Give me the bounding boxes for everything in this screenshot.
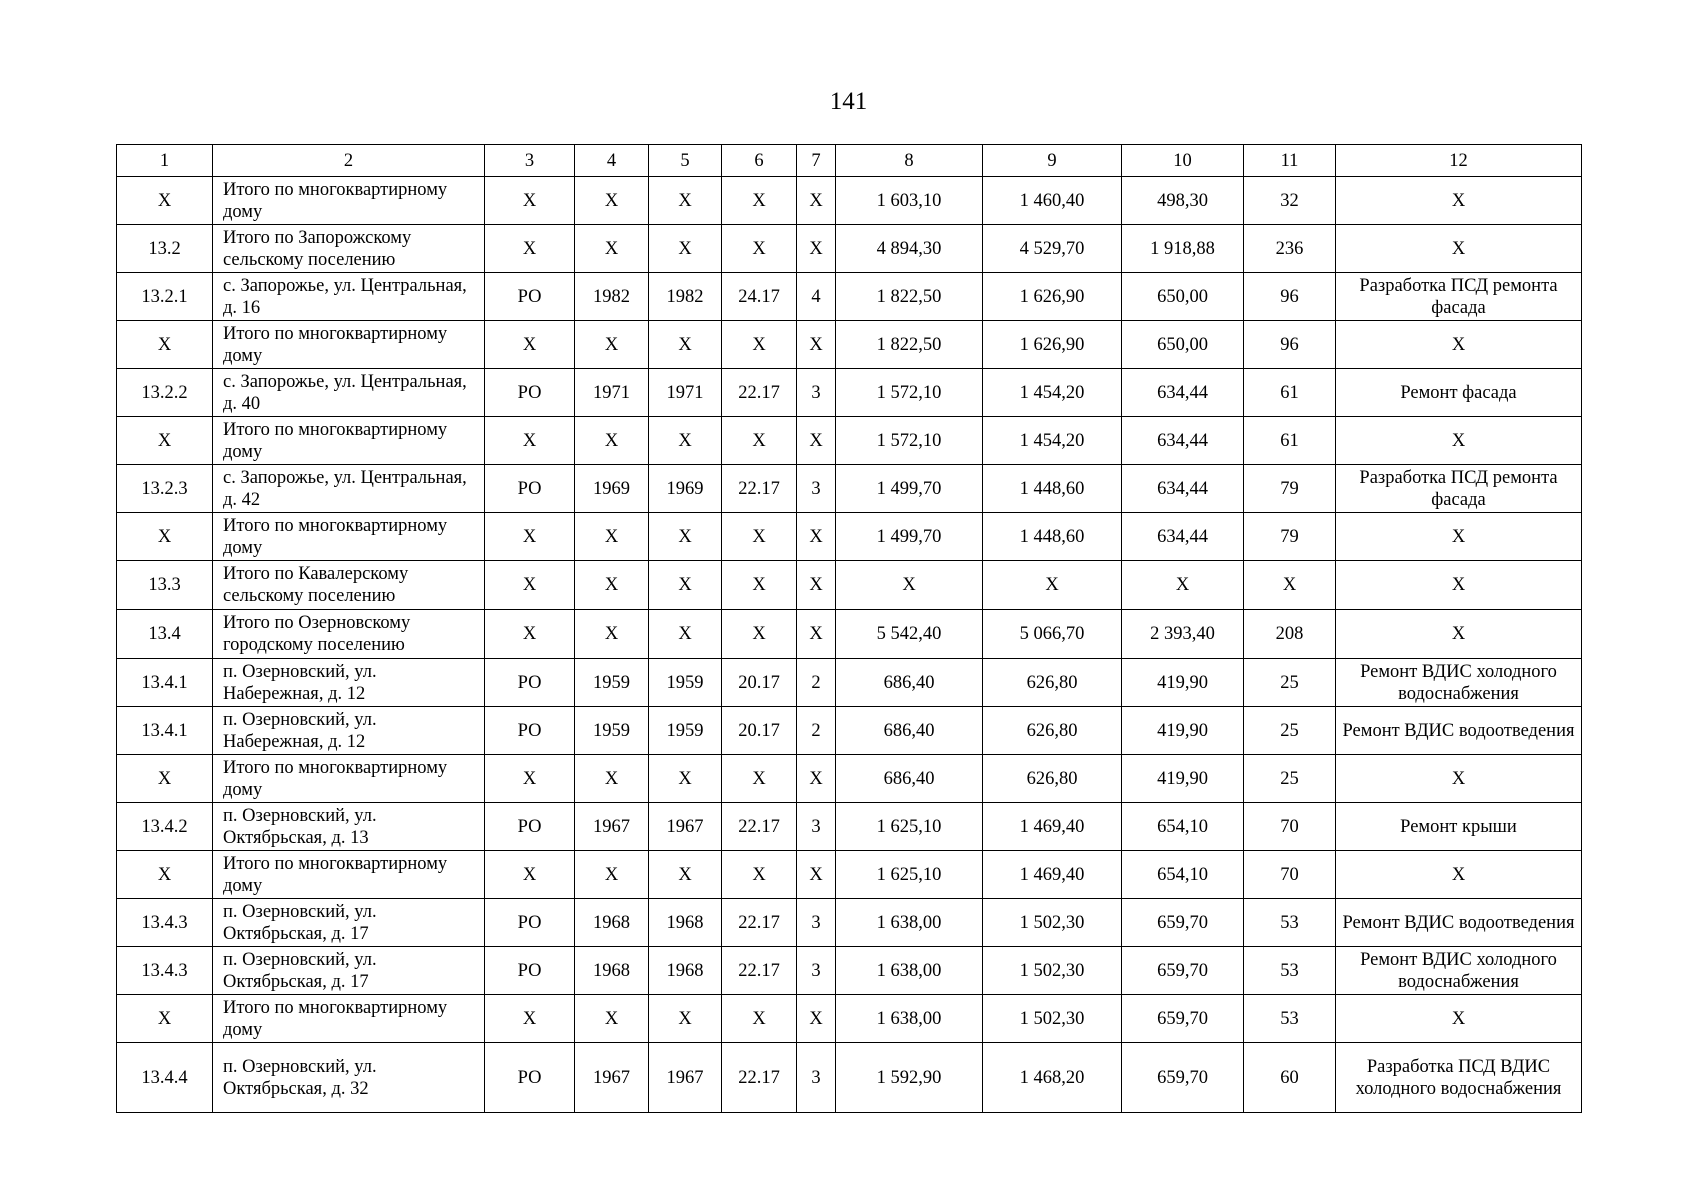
table-cell: Х <box>117 995 213 1043</box>
table-cell: 32 <box>1244 177 1336 225</box>
work-type-cell: Ремонт ВДИС водоотведения <box>1336 707 1582 755</box>
table-cell: 1 822,50 <box>836 321 983 369</box>
table-cell: Х <box>722 417 797 465</box>
table-cell: 13.2.2 <box>117 369 213 417</box>
table-cell: 25 <box>1244 755 1336 803</box>
work-type-cell: Ремонт фасада <box>1336 369 1582 417</box>
table-cell: 1968 <box>649 947 722 995</box>
table-cell: 1 460,40 <box>983 177 1122 225</box>
table-cell: 634,44 <box>1122 465 1244 513</box>
table-cell: Х <box>836 561 983 610</box>
table-cell: 659,70 <box>1122 899 1244 947</box>
table-cell: 419,90 <box>1122 659 1244 707</box>
table-row <box>117 995 1582 1043</box>
table-cell: Х <box>797 995 836 1043</box>
work-type-cell: Х <box>1336 177 1582 225</box>
table-cell: Х <box>575 513 649 561</box>
address-cell: Итого по многоквартирному дому <box>213 321 485 369</box>
address-cell: Итого по Запорожскому сельскому поселению <box>213 225 485 273</box>
address-cell: с. Запорожье, ул. Центральная, д. 16 <box>213 273 485 321</box>
column-header-3: 3 <box>485 145 575 177</box>
table-cell: 2 <box>797 707 836 755</box>
table-cell: Х <box>983 561 1122 610</box>
table-cell: 1 918,88 <box>1122 225 1244 273</box>
table-row <box>117 755 1582 803</box>
table-cell: 2 <box>797 659 836 707</box>
table-cell: 22.17 <box>722 803 797 851</box>
table-cell: РО <box>485 947 575 995</box>
table-cell: Х <box>485 225 575 273</box>
work-type-cell: Х <box>1336 225 1582 273</box>
table-cell: 236 <box>1244 225 1336 273</box>
table-cell: Х <box>575 561 649 610</box>
table-cell: 1 625,10 <box>836 851 983 899</box>
table-cell: 1968 <box>649 899 722 947</box>
table-cell: 654,10 <box>1122 851 1244 899</box>
work-type-cell: Х <box>1336 321 1582 369</box>
table-cell: Х <box>797 610 836 659</box>
table-cell: 22.17 <box>722 899 797 947</box>
table-cell: Х <box>797 851 836 899</box>
table-cell: Х <box>797 513 836 561</box>
address-cell: Итого по многоквартирному дому <box>213 177 485 225</box>
address-cell: с. Запорожье, ул. Центральная, д. 40 <box>213 369 485 417</box>
table-cell: Х <box>575 225 649 273</box>
table-cell: Х <box>797 561 836 610</box>
table-cell: 1 469,40 <box>983 803 1122 851</box>
table-cell: 634,44 <box>1122 369 1244 417</box>
table-row <box>117 561 1582 610</box>
column-header-11: 11 <box>1244 145 1336 177</box>
table-cell: 1969 <box>575 465 649 513</box>
table-cell: 79 <box>1244 465 1336 513</box>
table-row <box>117 707 1582 755</box>
work-type-cell: Ремонт ВДИС холодного водоснабжения <box>1336 659 1582 707</box>
table-cell: Х <box>649 513 722 561</box>
table-cell: 1 502,30 <box>983 899 1122 947</box>
table-cell: 4 894,30 <box>836 225 983 273</box>
table-cell: 22.17 <box>722 369 797 417</box>
table-cell: Х <box>722 225 797 273</box>
table-row <box>117 321 1582 369</box>
address-cell: п. Озерновский, ул. Октябрьская, д. 13 <box>213 803 485 851</box>
table-cell: 13.3 <box>117 561 213 610</box>
table-cell: Х <box>722 755 797 803</box>
table-cell: 1 592,90 <box>836 1043 983 1113</box>
column-header-2: 2 <box>213 145 485 177</box>
work-type-cell: Х <box>1336 755 1582 803</box>
page-number: 141 <box>829 88 868 115</box>
table-cell: Х <box>649 851 722 899</box>
table-cell: 1 638,00 <box>836 947 983 995</box>
table-cell: 1969 <box>649 465 722 513</box>
table-cell: Х <box>575 995 649 1043</box>
table-cell: Х <box>797 321 836 369</box>
table-cell: 1967 <box>575 803 649 851</box>
table-cell: Х <box>117 417 213 465</box>
table-cell: 2 393,40 <box>1122 610 1244 659</box>
table-cell: 1959 <box>649 659 722 707</box>
table-body <box>117 177 1582 1113</box>
table-row <box>117 417 1582 465</box>
address-cell: Итого по многоквартирному дому <box>213 851 485 899</box>
table-cell: 3 <box>797 947 836 995</box>
table-cell: 3 <box>797 369 836 417</box>
table-row <box>117 803 1582 851</box>
table-cell: 13.2.1 <box>117 273 213 321</box>
table-row <box>117 610 1582 659</box>
table-cell: 3 <box>797 899 836 947</box>
table-cell: 53 <box>1244 995 1336 1043</box>
table-cell: 654,10 <box>1122 803 1244 851</box>
work-type-cell: Разработка ПСД ремонта фасада <box>1336 465 1582 513</box>
table-cell: 20.17 <box>722 707 797 755</box>
table-cell: 650,00 <box>1122 321 1244 369</box>
table-row <box>117 465 1582 513</box>
table-cell: 3 <box>797 1043 836 1113</box>
table-cell: Х <box>485 513 575 561</box>
capital-repair-table <box>116 144 1582 1113</box>
table-cell: Х <box>117 851 213 899</box>
table-cell: Х <box>117 755 213 803</box>
table-row <box>117 273 1582 321</box>
table-cell: 1971 <box>575 369 649 417</box>
column-header-10: 10 <box>1122 145 1244 177</box>
table-cell: РО <box>485 465 575 513</box>
table-cell: 626,80 <box>983 659 1122 707</box>
table-cell: 61 <box>1244 417 1336 465</box>
table-cell: Х <box>649 177 722 225</box>
work-type-cell: Ремонт крыши <box>1336 803 1582 851</box>
table-cell: Х <box>722 995 797 1043</box>
table-cell: 498,30 <box>1122 177 1244 225</box>
table-cell: Х <box>797 755 836 803</box>
table-cell: 22.17 <box>722 947 797 995</box>
table-cell: 53 <box>1244 899 1336 947</box>
table-cell: 1 572,10 <box>836 417 983 465</box>
table-cell: 53 <box>1244 947 1336 995</box>
table-cell: 13.2.3 <box>117 465 213 513</box>
column-number-row <box>117 145 1582 177</box>
table-cell: 659,70 <box>1122 995 1244 1043</box>
table-cell: 1 499,70 <box>836 513 983 561</box>
table-cell: 1 469,40 <box>983 851 1122 899</box>
table-cell: Х <box>575 851 649 899</box>
table-cell: Х <box>485 755 575 803</box>
table-cell: РО <box>485 273 575 321</box>
table-cell: 686,40 <box>836 707 983 755</box>
table-cell: 3 <box>797 803 836 851</box>
table-cell: 79 <box>1244 513 1336 561</box>
address-cell: п. Озерновский, ул. Набережная, д. 12 <box>213 707 485 755</box>
table-cell: Х <box>575 755 649 803</box>
table-cell: 686,40 <box>836 659 983 707</box>
table-cell: 1 626,90 <box>983 273 1122 321</box>
table-cell: 1 625,10 <box>836 803 983 851</box>
table-cell: 13.2 <box>117 225 213 273</box>
table-cell: 1 502,30 <box>983 947 1122 995</box>
table-cell: 60 <box>1244 1043 1336 1113</box>
table-cell: Х <box>1122 561 1244 610</box>
table-row <box>117 851 1582 899</box>
table-cell: Х <box>722 513 797 561</box>
table-cell: 61 <box>1244 369 1336 417</box>
table-cell: 1982 <box>649 273 722 321</box>
address-cell: п. Озерновский, ул. Октябрьская, д. 32 <box>213 1043 485 1113</box>
table-cell: 1 603,10 <box>836 177 983 225</box>
address-cell: Итого по многоквартирному дому <box>213 417 485 465</box>
table-cell: 686,40 <box>836 755 983 803</box>
table-cell: 1 626,90 <box>983 321 1122 369</box>
table-cell: 96 <box>1244 321 1336 369</box>
table-cell: Х <box>797 225 836 273</box>
table-cell: Х <box>649 610 722 659</box>
table-cell: Х <box>649 755 722 803</box>
table-cell: 1 638,00 <box>836 995 983 1043</box>
table-cell: 22.17 <box>722 465 797 513</box>
table-cell: 1971 <box>649 369 722 417</box>
table-row <box>117 225 1582 273</box>
table-cell: 650,00 <box>1122 273 1244 321</box>
table-cell: Х <box>649 321 722 369</box>
table-cell: 1959 <box>649 707 722 755</box>
table-cell: 24.17 <box>722 273 797 321</box>
table-cell: 1967 <box>575 1043 649 1113</box>
column-header-8: 8 <box>836 145 983 177</box>
table-cell: 70 <box>1244 851 1336 899</box>
table-cell: Х <box>722 177 797 225</box>
column-header-9: 9 <box>983 145 1122 177</box>
work-type-cell: Х <box>1336 513 1582 561</box>
work-type-cell: Ремонт ВДИС холодного водоснабжения <box>1336 947 1582 995</box>
table-cell: Х <box>575 417 649 465</box>
work-type-cell: Х <box>1336 610 1582 659</box>
column-header-5: 5 <box>649 145 722 177</box>
table-cell: 13.4.1 <box>117 707 213 755</box>
table-cell: 626,80 <box>983 707 1122 755</box>
table-cell: 1968 <box>575 947 649 995</box>
address-cell: Итого по многоквартирному дому <box>213 995 485 1043</box>
table-row <box>117 947 1582 995</box>
table-cell: 1967 <box>649 1043 722 1113</box>
table-cell: 419,90 <box>1122 755 1244 803</box>
address-cell: Итого по многоквартирному дому <box>213 755 485 803</box>
table-cell: РО <box>485 899 575 947</box>
table-cell: РО <box>485 803 575 851</box>
table-cell: 659,70 <box>1122 947 1244 995</box>
table-cell: Х <box>649 225 722 273</box>
table-row <box>117 659 1582 707</box>
table-cell: 13.4.3 <box>117 947 213 995</box>
table-cell: 1968 <box>575 899 649 947</box>
table-cell: Х <box>485 561 575 610</box>
table-cell: 5 066,70 <box>983 610 1122 659</box>
table-cell: Х <box>649 561 722 610</box>
table-cell: РО <box>485 659 575 707</box>
table-cell: Х <box>722 851 797 899</box>
column-header-12: 12 <box>1336 145 1582 177</box>
table-cell: Х <box>797 417 836 465</box>
work-type-cell: Разработка ПСД ВДИС холодного водоснабжения <box>1336 1043 1582 1113</box>
column-header-1: 1 <box>117 145 213 177</box>
table-cell: 1959 <box>575 707 649 755</box>
table-cell: 1982 <box>575 273 649 321</box>
table-cell: 96 <box>1244 273 1336 321</box>
work-type-cell: Х <box>1336 851 1582 899</box>
work-type-cell: Ремонт ВДИС водоотведения <box>1336 899 1582 947</box>
table-cell: 25 <box>1244 659 1336 707</box>
table-cell: Х <box>117 513 213 561</box>
table-cell: Х <box>797 177 836 225</box>
table-cell: РО <box>485 1043 575 1113</box>
table-cell: 13.4.3 <box>117 899 213 947</box>
table-row <box>117 177 1582 225</box>
table-cell: Х <box>649 417 722 465</box>
table-cell: 13.4.1 <box>117 659 213 707</box>
table-cell: Х <box>649 995 722 1043</box>
table-cell: РО <box>485 369 575 417</box>
table-cell: 13.4 <box>117 610 213 659</box>
table-cell: Х <box>575 321 649 369</box>
table-cell: 659,70 <box>1122 1043 1244 1113</box>
work-type-cell: Х <box>1336 561 1582 610</box>
table-cell: Х <box>485 610 575 659</box>
table-cell: Х <box>485 995 575 1043</box>
work-type-cell: Х <box>1336 995 1582 1043</box>
table-cell: Х <box>1244 561 1336 610</box>
table-cell: 634,44 <box>1122 513 1244 561</box>
table-cell: Х <box>722 561 797 610</box>
column-header-4: 4 <box>575 145 649 177</box>
table-cell: Х <box>485 177 575 225</box>
table-cell: 1 822,50 <box>836 273 983 321</box>
address-cell: п. Озерновский, ул. Набережная, д. 12 <box>213 659 485 707</box>
table-cell: Х <box>485 417 575 465</box>
table-cell: 22.17 <box>722 1043 797 1113</box>
table-cell: Х <box>485 851 575 899</box>
table-cell: 4 529,70 <box>983 225 1122 273</box>
table-cell: 1 448,60 <box>983 465 1122 513</box>
table-cell: 419,90 <box>1122 707 1244 755</box>
address-cell: Итого по Кавалерскому сельскому поселению <box>213 561 485 610</box>
table-cell: 208 <box>1244 610 1336 659</box>
work-type-cell: Х <box>1336 417 1582 465</box>
table-cell: 3 <box>797 465 836 513</box>
address-cell: с. Запорожье, ул. Центральная, д. 42 <box>213 465 485 513</box>
table-cell: Х <box>485 321 575 369</box>
table-cell: Х <box>722 321 797 369</box>
table-cell: 626,80 <box>983 755 1122 803</box>
table-cell: Х <box>117 177 213 225</box>
table-cell: 1967 <box>649 803 722 851</box>
table-row <box>117 1043 1582 1113</box>
work-type-cell: Разработка ПСД ремонта фасада <box>1336 273 1582 321</box>
table-cell: 1 468,20 <box>983 1043 1122 1113</box>
table-cell: Х <box>575 610 649 659</box>
address-cell: п. Озерновский, ул. Октябрьская, д. 17 <box>213 899 485 947</box>
table-row <box>117 899 1582 947</box>
table-cell: Х <box>575 177 649 225</box>
table-cell: 1 454,20 <box>983 417 1122 465</box>
table-cell: Х <box>722 610 797 659</box>
table-cell: 1959 <box>575 659 649 707</box>
table-cell: 25 <box>1244 707 1336 755</box>
column-header-7: 7 <box>797 145 836 177</box>
table-cell: 1 454,20 <box>983 369 1122 417</box>
table-cell: 13.4.4 <box>117 1043 213 1113</box>
table-cell: 1 448,60 <box>983 513 1122 561</box>
address-cell: Итого по многоквартирному дому <box>213 513 485 561</box>
table-cell: 13.4.2 <box>117 803 213 851</box>
table-row <box>117 369 1582 417</box>
address-cell: Итого по Озерновскому городскому поселению <box>213 610 485 659</box>
table-cell: 1 502,30 <box>983 995 1122 1043</box>
table-cell: 634,44 <box>1122 417 1244 465</box>
table-cell: РО <box>485 707 575 755</box>
address-cell: п. Озерновский, ул. Октябрьская, д. 17 <box>213 947 485 995</box>
table-cell: 4 <box>797 273 836 321</box>
table-cell: 70 <box>1244 803 1336 851</box>
column-header-6: 6 <box>722 145 797 177</box>
table-cell: 5 542,40 <box>836 610 983 659</box>
table-cell: 20.17 <box>722 659 797 707</box>
table-cell: 1 572,10 <box>836 369 983 417</box>
table-cell: 1 638,00 <box>836 899 983 947</box>
table-cell: 1 499,70 <box>836 465 983 513</box>
table-cell: Х <box>117 321 213 369</box>
table-row <box>117 513 1582 561</box>
